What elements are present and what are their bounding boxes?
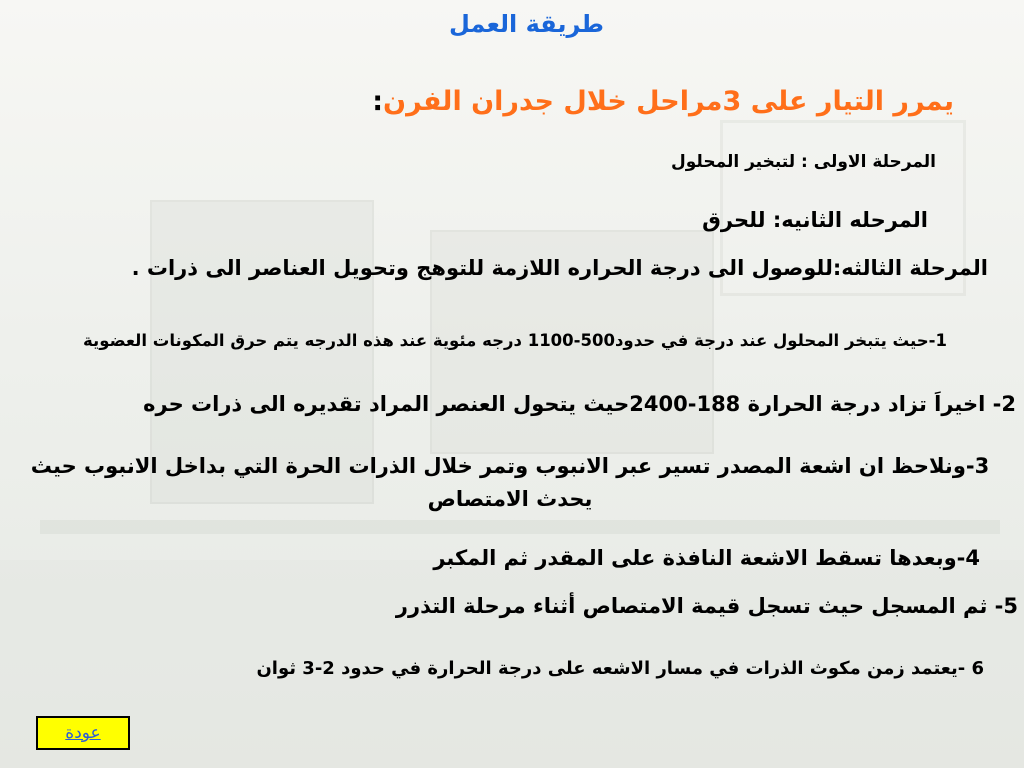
background-shelf <box>40 520 1000 534</box>
stage-3: المرحلة الثالثه:للوصول الى درجة الحراره اللازمة للتوهج وتحويل العناصر الى ذرات . <box>131 256 988 280</box>
stage-2: المرحله الثانيه: للحرق <box>702 208 928 232</box>
back-button[interactable]: عودة <box>36 716 130 750</box>
point-5: 5- ثم المسجل حيث تسجل قيمة الامتصاص أثناء مرحلة التذرر <box>395 594 1018 618</box>
point-6: 6 -يعتمد زمن مكوث الذرات في مسار الاشعه على درجة الحرارة في حدود 2-3 ثوان <box>256 658 984 679</box>
point-1: 1-حيث يتبخر المحلول عند درجة في حدود500-1100 درجه مئوية عند هذه الدرجه يتم حرق المكونات العضوية <box>83 331 947 350</box>
point-4: 4-وبعدها تسقط الاشعة النافذة على المقدر ثم المكبر <box>433 546 980 570</box>
point-2: 2- اخيراَ تزاد درجة الحرارة 188-2400حيث يتحول العنصر المراد تقديره الى ذرات حره <box>143 392 1016 416</box>
subtitle-text: يمرر التيار على 3مراحل خلال جدران الفرن <box>383 86 954 117</box>
slide-subtitle <box>372 86 954 117</box>
point-3: 3-ونلاحظ ان اشعة المصدر تسير عبر الانبوب وتمر خلال الذرات الحرة التي بداخل الانبوب حيث يحدث الامتصاص <box>30 454 990 511</box>
slide-title: طريقة العمل <box>448 10 604 38</box>
subtitle-colon: : <box>372 86 384 117</box>
stage-1: المرحلة الاولى : لتبخير المحلول <box>670 152 936 172</box>
